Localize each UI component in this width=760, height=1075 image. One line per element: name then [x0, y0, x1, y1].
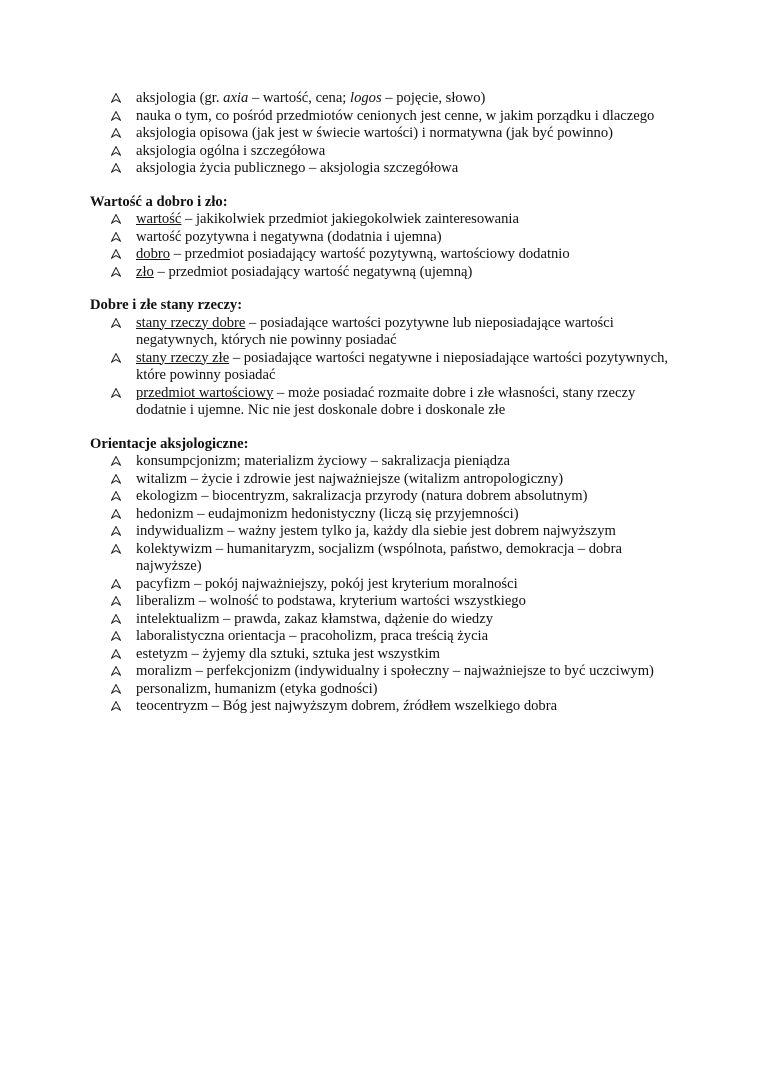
- list-item: [90, 264, 670, 282]
- item-text: moralizm – perfekcjonizm (indywidualny i społeczny – najważniejsze to być uczciwym): [136, 663, 654, 679]
- list-item: [90, 229, 670, 247]
- arrowhead-bullet-icon: [111, 267, 121, 277]
- list-item: [90, 315, 670, 350]
- list-item: [90, 125, 670, 143]
- term: wartość: [136, 211, 182, 227]
- section-list-orientacje: [90, 453, 670, 716]
- list-item: [90, 541, 670, 576]
- arrowhead-bullet-icon: [111, 214, 121, 224]
- item-text: aksjologia opisowa (jak jest w świecie wartości) i normatywna (jak być powinno): [136, 125, 614, 141]
- item-text: kolektywizm – humanitaryzm, socjalizm (wspólnota, państwo, demokracja – dobra najwyższe): [136, 540, 622, 574]
- list-item: [90, 143, 670, 161]
- item-text: stany rzeczy złe – posiadające wartości negatywne i nieposiadające wartości pozytywnych, które powinny posiadać: [136, 349, 669, 383]
- item-text: intelektualizm – prawda, zakaz kłamstwa, dążenie do wiedzy: [136, 610, 493, 627]
- arrowhead-bullet-icon: [111, 631, 121, 641]
- list-item: [90, 488, 670, 506]
- arrowhead-bullet-icon: [111, 701, 121, 711]
- item-text: pacyfizm – pokój najważniejszy, pokój jest kryterium moralności: [136, 575, 518, 592]
- arrowhead-bullet-icon: [111, 318, 121, 328]
- term: zło: [136, 263, 154, 280]
- list-item: [90, 506, 670, 524]
- item-text: liberalizm – wolność to podstawa, kryterium wartości wszystkiego: [136, 593, 526, 609]
- document-content: [90, 90, 670, 716]
- item-text: teocentryzm – Bóg jest najwyższym dobrem, źródłem wszelkiego dobra: [136, 698, 558, 714]
- section-list-wartosc: [90, 211, 670, 281]
- arrowhead-bullet-icon: [111, 596, 121, 606]
- list-item: [90, 593, 670, 611]
- arrowhead-bullet-icon: [111, 388, 121, 398]
- term: przedmiot wartościowy: [136, 384, 274, 401]
- item-text: przedmiot wartościowy – może posiadać rozmaite dobre i złe własności, stany rzeczy dodatnie i ujemne. Nic nie jest doskonale dobre i doskonale złe: [136, 384, 636, 418]
- list-item: [90, 628, 670, 646]
- section-heading-orientacje: Orientacje aksjologiczne:: [90, 435, 249, 452]
- arrowhead-bullet-icon: [111, 232, 121, 242]
- arrowhead-bullet-icon: [111, 163, 121, 173]
- section-heading-stany-rzeczy: Dobre i złe stany rzeczy:: [90, 297, 243, 313]
- arrowhead-bullet-icon: [111, 491, 121, 501]
- arrowhead-bullet-icon: [111, 649, 121, 659]
- list-item: [90, 523, 670, 541]
- item-text: aksjologia (gr. axia – wartość, cena; logos – pojęcie, słowo): [136, 90, 486, 106]
- item-text: dobro – przedmiot posiadający wartość pozytywną, wartościowy dodatnio: [136, 246, 570, 262]
- arrowhead-bullet-icon: [111, 146, 121, 156]
- item-text: wartość – jakikolwiek przedmiot jakiegokolwiek zainteresowania: [136, 211, 519, 227]
- term: dobro: [136, 246, 171, 262]
- arrowhead-bullet-icon: [111, 249, 121, 259]
- list-item: [90, 211, 670, 229]
- item-text: konsumpcjonizm; materializm życiowy – sakralizacja pieniądza: [136, 453, 511, 469]
- item-text: estetyzm – żyjemy dla sztuki, sztuka jest wszystkim: [136, 645, 440, 662]
- item-text: indywidualizm – ważny jestem tylko ja, każdy dla siebie jest dobrem najwyższym: [136, 523, 616, 539]
- arrowhead-bullet-icon: [111, 666, 121, 676]
- list-item: [90, 108, 670, 126]
- list-item: [90, 646, 670, 664]
- item-text: wartość pozytywna i negatywna (dodatnia i ujemna): [136, 228, 442, 245]
- item-text: aksjologia ogólna i szczegółowa: [136, 142, 326, 159]
- item-text: nauka o tym, co pośród przedmiotów cenionych jest cenne, w jakim porządku i dlaczego: [136, 107, 655, 124]
- item-text: stany rzeczy dobre – posiadające wartości pozytywne lub nieposiadające wartości negatywnych, których nie powinny posiadać: [136, 314, 614, 348]
- arrowhead-bullet-icon: [111, 614, 121, 624]
- arrowhead-bullet-icon: [111, 474, 121, 484]
- item-text: personalizm, humanizm (etyka godności): [136, 680, 378, 697]
- term: stany rzeczy dobre: [136, 314, 246, 331]
- section-list-stany-rzeczy: [90, 315, 670, 420]
- list-item: [90, 681, 670, 699]
- term: stany rzeczy złe: [136, 349, 230, 366]
- item-text: ekologizm – biocentryzm, sakralizacja przyrody (natura dobrem absolutnym): [136, 488, 588, 504]
- list-item: [90, 663, 670, 681]
- list-item: [90, 160, 670, 178]
- arrowhead-bullet-icon: [111, 509, 121, 519]
- arrowhead-bullet-icon: [111, 456, 121, 466]
- item-text: witalizm – życie i zdrowie jest najważniejsze (witalizm antropologiczny): [136, 470, 564, 487]
- list-item: [90, 350, 670, 385]
- arrowhead-bullet-icon: [111, 579, 121, 589]
- arrowhead-bullet-icon: [111, 526, 121, 536]
- section-heading-wartosc: Wartość a dobro i zło:: [90, 193, 228, 210]
- arrowhead-bullet-icon: [111, 111, 121, 121]
- arrowhead-bullet-icon: [111, 128, 121, 138]
- list-item: [90, 576, 670, 594]
- arrowhead-bullet-icon: [111, 544, 121, 554]
- list-item: [90, 611, 670, 629]
- arrowhead-bullet-icon: [111, 93, 121, 103]
- item-text: aksjologia życia publicznego – aksjologia szczegółowa: [136, 160, 459, 176]
- list-item: [90, 385, 670, 420]
- arrowhead-bullet-icon: [111, 353, 121, 363]
- item-text: laboralistyczna orientacja – pracoholizm, praca treścią życia: [136, 628, 489, 644]
- list-item: [90, 90, 670, 108]
- item-text: hedonizm – eudajmonizm hedonistyczny (liczą się przyjemności): [136, 505, 519, 522]
- list-item: [90, 698, 670, 716]
- list-item: [90, 246, 670, 264]
- intro-list: [90, 90, 670, 178]
- list-item: [90, 471, 670, 489]
- arrowhead-bullet-icon: [111, 684, 121, 694]
- item-text: zło – przedmiot posiadający wartość negatywną (ujemną): [136, 263, 473, 280]
- list-item: [90, 453, 670, 471]
